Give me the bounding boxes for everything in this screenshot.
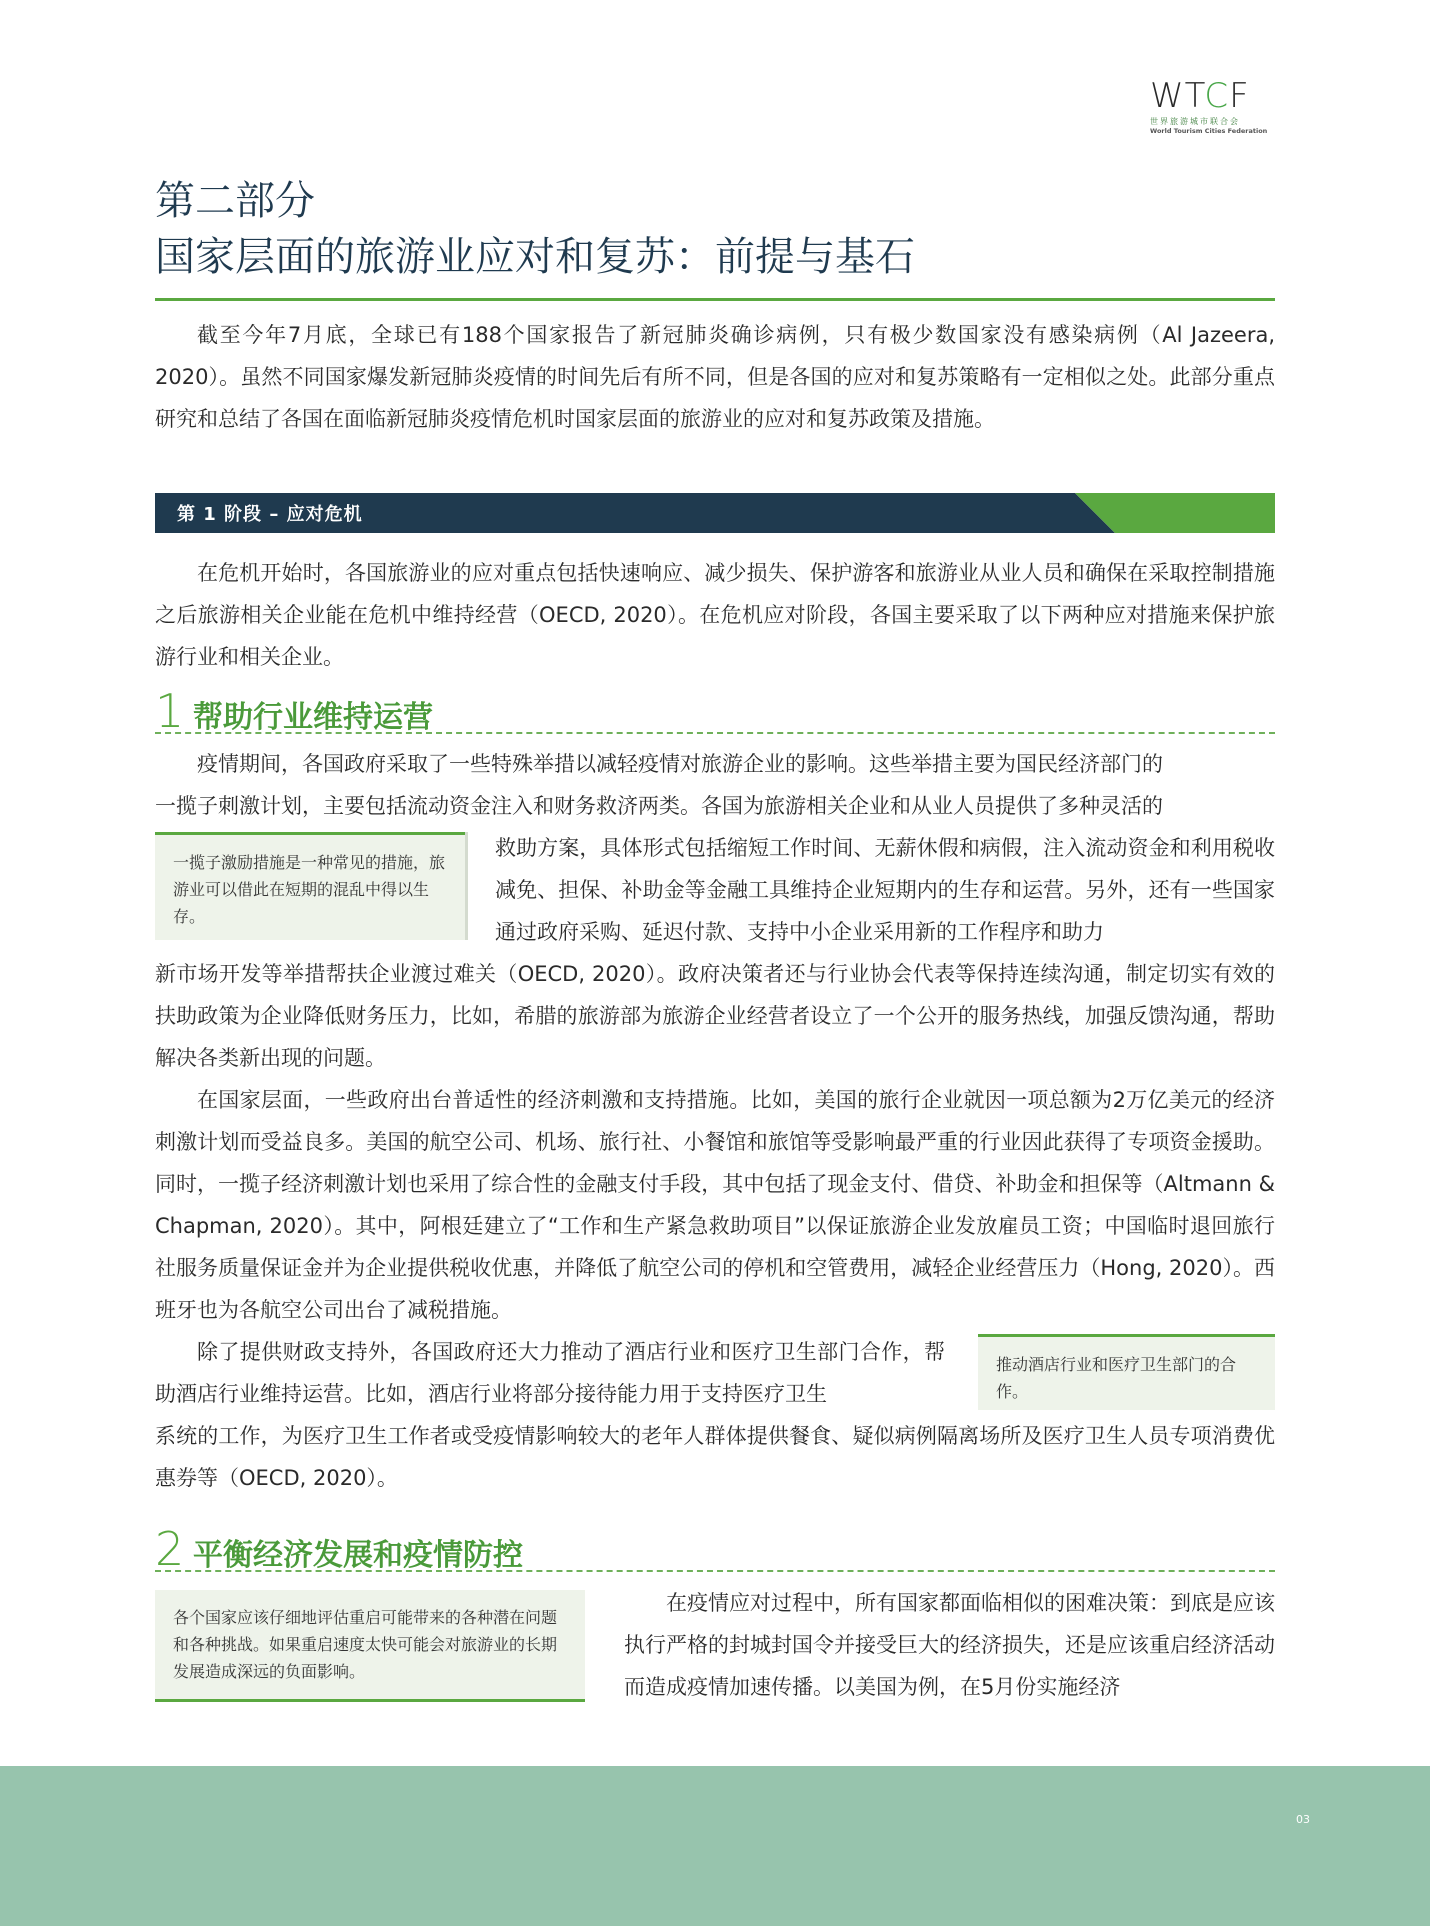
section-1-heading: [155, 684, 755, 738]
logo-english-name: World Tourism Cities Federation: [1150, 127, 1268, 135]
callout-stimulus: 一揽子激励措施是一种常见的措施，旅游业可以借此在短期的混乱中得以生存。: [155, 832, 465, 940]
section-2-title: 平衡经济发展和疫情防控: [193, 1538, 523, 1573]
footer-band: [0, 1766, 1430, 1926]
section-1-para-3-wrap: 除了提供财政支持外，各国政府还大力推动了酒店行业和医疗卫生部门合作，帮助酒店行业维持运营。比如，酒店行业将部分接待能力用于支持医疗卫生: [155, 1340, 945, 1406]
section-2-dashed-rule: [155, 1570, 1275, 1572]
phase-paragraph: 在危机开始时，各国旅游业的应对重点包括快速响应、减少损失、保护游客和旅游业从业人员和确保在采取控制措施之后旅游相关企业能在危机中维持经营（OECD, 2020）。在危机应对阶段，各国主要采取了以下两种应对措施来保护旅游行业和相关企业。: [155, 561, 1275, 669]
section-2-heading: [155, 1522, 755, 1576]
section-1-number: 1: [155, 684, 185, 738]
phase-label: 第 1 阶段 – 应对危机: [177, 504, 363, 525]
logo-chinese-name: 世界旅游城市联合会: [1150, 117, 1240, 126]
page-number: 03: [1296, 1813, 1310, 1826]
section-1-para-1-line-1: 疫情期间，各国政府采取了一些特殊举措以减轻疫情对旅游企业的影响。这些举措主要为国民经济部门的: [197, 752, 1163, 776]
phase-banner: [155, 493, 1275, 533]
callout-hotel-cooperation: 推动酒店行业和医疗卫生部门的合作。: [978, 1334, 1275, 1410]
section-1-para-1-rest: 新市场开发等举措帮扶企业渡过难关（OECD, 2020）。政府决策者还与行业协会代表等保持连续沟通，制定切实有效的扶助政策为企业降低财务压力，比如，希腊的旅游部为旅游企业经营者设立了一个公开的服务热线，加强反馈沟通，帮助解决各类新出现的问题。: [155, 962, 1275, 1070]
logo-wordmark: WTCF: [1150, 76, 1250, 116]
section-1-title: 帮助行业维持运营: [193, 700, 433, 735]
callout-restart-risks: 各个国家应该仔细地评估重启可能带来的各种潜在问题和各种挑战。如果重启速度太快可能会对旅游业的长期发展造成深远的负面影响。: [155, 1590, 585, 1702]
section-1-para-1-wrap: 救助方案，具体形式包括缩短工作时间、无薪休假和病假，注入流动资金和利用税收减免、担保、补助金等金融工具维持企业短期内的生存和运营。另外，还有一些国家通过政府采购、延迟付款、支持中小企业采用新的工作程序和助力: [495, 836, 1275, 944]
section-1-para-2: 在国家层面，一些政府出台普适性的经济刺激和支持措施。比如，美国的旅行企业就因一项总额为2万亿美元的经济刺激计划而受益良多。美国的航空公司、机场、旅行社、小餐馆和旅馆等受影响最严重的行业因此获得了专项资金援助。同时，一揽子经济刺激计划也采用了综合性的金融支付手段，其中包括了现金支付、借贷、补助金和担保等（Altmann & Chapman, 2020）。其中，阿根廷建立了“工作和生产紧急救助项目”以保证旅游企业发放雇员工资；中国临时退回旅行社服务质量保证金并为企业提供税收优惠，并降低了航空公司的停机和空管费用，减轻企业经营压力（Hong, 2020）。西班牙也为各航空公司出台了减税措施。: [155, 1088, 1275, 1322]
section-1-para-3-rest: 系统的工作，为医疗卫生工作者或受疫情影响较大的老年人群体提供餐食、疑似病例隔离场所及医疗卫生人员专项消费优惠券等（OECD, 2020）。: [155, 1424, 1275, 1490]
section-2-para-1: 在疫情应对过程中，所有国家都面临相似的困难决策：到底是应该执行严格的封城封国令并接受巨大的经济损失，还是应该重启经济活动而造成疫情加速传播。以美国为例，在5月份实施经济: [624, 1591, 1275, 1699]
page-title: 国家层面的旅游业应对和复苏：前提与基石: [155, 234, 915, 280]
section-1-dashed-rule: [155, 732, 1275, 734]
intro-paragraph: 截至今年7月底，全球已有188个国家报告了新冠肺炎确诊病例，只有极少数国家没有感染病例（Al Jazeera, 2020）。虽然不同国家爆发新冠肺炎疫情的时间先后有所不同，但是各国的应对和复苏策略有一定相似之处。此部分重点研究和总结了各国在面临新冠肺炎疫情危机时国家层面的旅游业的应对和复苏政策及措施。: [155, 323, 1275, 431]
wtcf-logo: [1150, 78, 1280, 140]
section-2-number: 2: [155, 1522, 185, 1576]
title-rule: [155, 298, 1275, 301]
part-heading: 第二部分: [155, 178, 315, 224]
section-1-para-1-line-2: 一揽子刺激计划，主要包括流动资金注入和财务救济两类。各国为旅游相关企业和从业人员提供了多种灵活的: [155, 794, 1163, 818]
